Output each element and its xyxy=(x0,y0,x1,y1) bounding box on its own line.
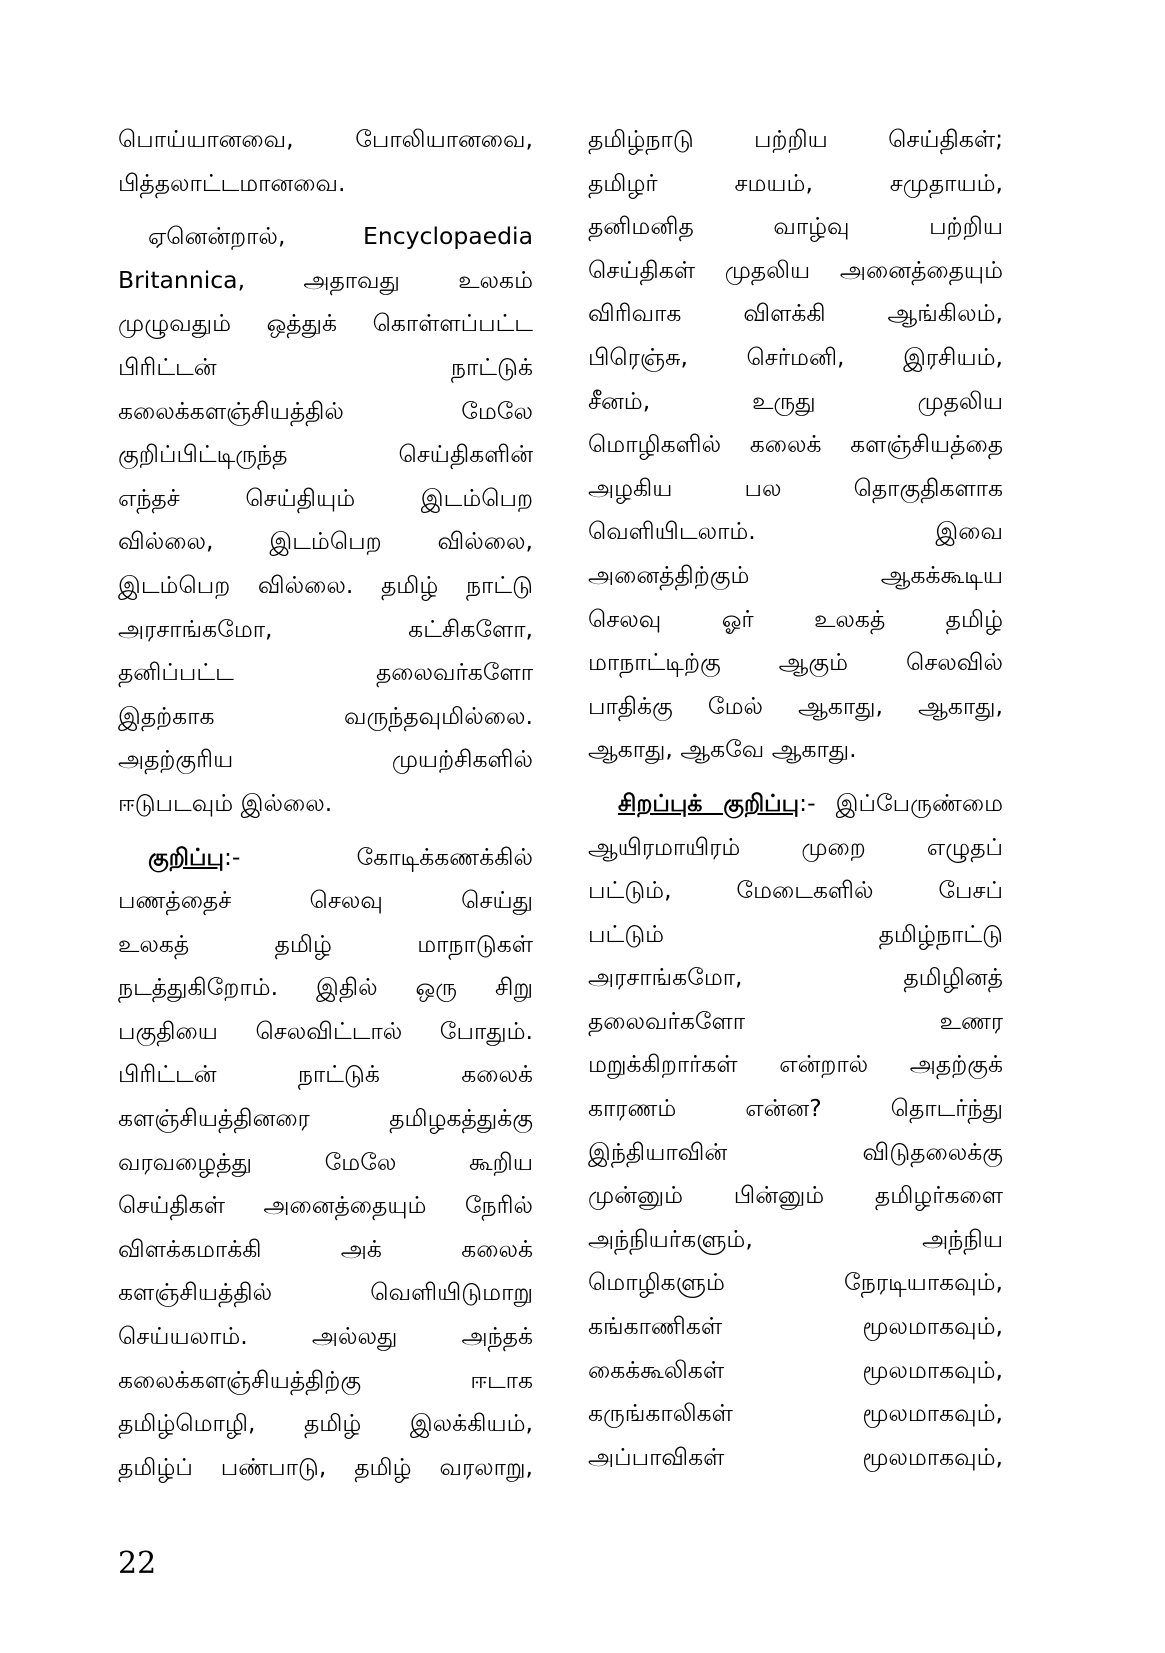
line-text: வில்லை, இடம்பெற வில்லை, xyxy=(118,527,533,556)
text-line xyxy=(588,685,1003,729)
text-line xyxy=(118,215,533,259)
text-line xyxy=(588,1436,1003,1480)
line-text: காரணம் என்ன? தொடர்ந்து xyxy=(588,1094,1003,1123)
line-text: தமிழ்மொழி, தமிழ் இலக்கியம், xyxy=(118,1409,533,1438)
line-text: இடம்பெற வில்லை. தமிழ் நாட்டு xyxy=(118,570,533,599)
text-line xyxy=(588,1261,1003,1305)
line-text: பிரெஞ்சு, செர்மனி, இரசியம், xyxy=(588,342,1003,371)
text-line xyxy=(588,467,1003,511)
text-line xyxy=(118,1402,533,1446)
line-text: கங்காணிகள் மூலமாகவும், xyxy=(588,1312,1003,1341)
text-line xyxy=(118,836,533,880)
text-line xyxy=(588,598,1003,642)
text-line xyxy=(118,118,533,162)
text-line xyxy=(118,1184,533,1228)
text-line xyxy=(118,738,533,782)
line-text: முன்னும் பின்னும் தமிழர்களை xyxy=(588,1181,1003,1210)
line-text: தமிழர் சமயம், சமுதாயம், xyxy=(588,168,1003,197)
text-line xyxy=(588,782,1003,826)
text-line xyxy=(588,510,1003,554)
line-text: மொழிகளில் கலைக் களஞ்சியத்தை xyxy=(588,430,1003,459)
text-line xyxy=(588,869,1003,913)
line-text: அதற்குரிய முயற்சிகளில் xyxy=(118,745,533,774)
line-text: மறுக்கிறார்கள் என்றால் அதற்குக் xyxy=(588,1050,1003,1079)
text-line xyxy=(118,302,533,346)
text-line xyxy=(118,923,533,967)
line-text: :- இப்பேருண்மை xyxy=(799,788,1003,817)
text-line xyxy=(118,520,533,564)
text-line xyxy=(588,956,1003,1000)
text-line xyxy=(118,651,533,695)
text-line xyxy=(588,1000,1003,1044)
text-line xyxy=(118,1097,533,1141)
line-text: எந்தச் செய்தியும் இடம்பெற xyxy=(118,483,533,512)
text-line xyxy=(118,259,533,303)
line-text: விளக்கமாக்கி அக் கலைக் xyxy=(118,1234,533,1263)
text-line xyxy=(118,390,533,434)
text-line xyxy=(588,162,1003,206)
line-text: Britannica, அதாவது உலகம் xyxy=(118,265,533,294)
text-line xyxy=(588,913,1003,957)
line-text: அரசாங்கமோ, தமிழினத் xyxy=(588,963,1003,992)
text-line xyxy=(588,728,1003,772)
paragraph-gap xyxy=(118,205,533,215)
text-line xyxy=(588,554,1003,598)
line-text: செலவு ஓர் உலகத் தமிழ் xyxy=(588,604,1003,633)
line-text: மாநாட்டிற்கு ஆகும் செலவில் xyxy=(588,648,1003,677)
line-text: பொய்யானவை, போலியானவை, xyxy=(118,125,533,153)
text-line xyxy=(588,1087,1003,1131)
left-text-column xyxy=(118,118,533,1489)
text-line xyxy=(588,1131,1003,1175)
text-line xyxy=(588,1392,1003,1436)
text-line xyxy=(118,477,533,521)
line-text: ஆகாது, ஆகவே ஆகாது. xyxy=(588,735,857,764)
text-line xyxy=(118,695,533,739)
text-line xyxy=(588,380,1003,424)
line-text: ஆயிரமாயிரம் முறை எழுதப் xyxy=(588,832,1003,861)
line-text: வெளியிடலாம். இவை xyxy=(588,517,1003,546)
line-text: முழுவதும் ஒத்துக் கொள்ளப்பட்ட xyxy=(118,309,533,338)
text-line xyxy=(588,336,1003,380)
text-line xyxy=(118,1053,533,1097)
text-line xyxy=(118,782,533,826)
text-line xyxy=(588,826,1003,870)
text-line xyxy=(118,1359,533,1403)
note-heading: சிறப்புக் குறிப்பு xyxy=(618,788,800,817)
line-text: கலைக்களஞ்சியத்தில் மேலே xyxy=(118,396,533,425)
line-text: அழகிய பல தொகுதிகளாக xyxy=(588,473,1003,502)
text-line xyxy=(588,249,1003,293)
line-text: இதற்காக வருந்தவுமில்லை. xyxy=(118,701,533,730)
line-text: வரவழைத்து மேலே கூறிய xyxy=(118,1147,533,1176)
line-text: :- கோடிக்கணக்கில் xyxy=(223,842,533,871)
line-text: பகுதியை செலவிட்டால் போதும். xyxy=(118,1016,533,1045)
note-heading: குறிப்பு xyxy=(148,842,224,871)
line-text: கருங்காலிகள் மூலமாகவும், xyxy=(588,1399,1003,1428)
text-line xyxy=(118,1271,533,1315)
text-line xyxy=(588,423,1003,467)
line-text: தமிழ்நாடு பற்றிய செய்திகள்; xyxy=(588,125,1003,153)
text-line xyxy=(588,1305,1003,1349)
text-line xyxy=(588,205,1003,249)
line-text: செய்யலாம். அல்லது அந்தக் xyxy=(118,1322,533,1351)
text-line xyxy=(588,641,1003,685)
line-text: தனிப்பட்ட தலைவர்களோ xyxy=(118,658,533,687)
line-text: பிரிட்டன் நாட்டுக் கலைக் xyxy=(118,1060,533,1089)
text-line xyxy=(118,162,533,206)
line-text: பட்டும் தமிழ்நாட்டு xyxy=(588,919,1003,948)
text-line xyxy=(118,1010,533,1054)
line-text: அனைத்திற்கும் ஆகக்கூடிய xyxy=(588,560,1003,589)
line-text: தமிழ்ப் பண்பாடு, தமிழ் வரலாறு, xyxy=(118,1452,533,1481)
line-text: அப்பாவிகள் மூலமாகவும், xyxy=(588,1442,1003,1471)
line-text: பாதிக்கு மேல் ஆகாது, ஆகாது, xyxy=(588,691,1003,720)
line-text: தனிமனித வாழ்வு பற்றிய xyxy=(588,212,1003,241)
line-text: செய்திகள் முதலிய அனைத்தையும் xyxy=(588,255,1003,284)
text-line xyxy=(588,1174,1003,1218)
page-number: 22 xyxy=(118,1546,157,1581)
text-line xyxy=(588,1043,1003,1087)
line-text: அரசாங்கமோ, கட்சிகளோ, xyxy=(118,614,533,643)
line-text: குறிப்பிட்டிருந்த செய்திகளின் xyxy=(118,440,533,469)
line-text: உலகத் தமிழ் மாநாடுகள் xyxy=(118,929,533,958)
paragraph-gap xyxy=(118,826,533,836)
text-line xyxy=(118,1315,533,1359)
line-text: பிரிட்டன் நாட்டுக் xyxy=(118,352,533,381)
text-line xyxy=(588,1349,1003,1393)
text-line xyxy=(118,879,533,923)
line-text: இந்தியாவின் விடுதலைக்கு xyxy=(588,1137,1003,1166)
line-text: சீனம், உருது முதலிய xyxy=(588,386,1003,415)
line-text: கைக்கூலிகள் மூலமாகவும், xyxy=(588,1355,1003,1384)
line-text: பித்தலாட்டமானவை. xyxy=(118,168,346,197)
text-line xyxy=(118,1446,533,1490)
text-line xyxy=(118,1228,533,1272)
line-text: அந்நியர்களும், அந்நிய xyxy=(588,1224,1003,1253)
text-line xyxy=(588,118,1003,162)
line-text: களஞ்சியத்தினரை தமிழகத்துக்கு xyxy=(118,1104,533,1133)
line-text: களஞ்சியத்தில் வெளியிடுமாறு xyxy=(118,1278,533,1307)
line-text: செய்திகள் அனைத்தையும் நேரில் xyxy=(118,1191,533,1220)
line-text: மொழிகளும் நேரடியாகவும், xyxy=(588,1268,1003,1297)
text-line xyxy=(588,1218,1003,1262)
text-line xyxy=(118,564,533,608)
line-text: பணத்தைச் செலவு செய்து xyxy=(118,886,533,915)
line-text: விரிவாக விளக்கி ஆங்கிலம், xyxy=(588,299,1003,328)
line-text: தலைவர்களோ உணர xyxy=(588,1006,1003,1035)
right-text-column xyxy=(588,118,1003,1479)
text-line xyxy=(118,433,533,477)
text-line xyxy=(118,966,533,1010)
text-line xyxy=(118,1141,533,1185)
text-line xyxy=(118,608,533,652)
line-text: ஈடுபடவும் இல்லை. xyxy=(118,788,333,817)
text-line xyxy=(588,292,1003,336)
line-text: ஏனென்றால், Encyclopaedia xyxy=(148,222,533,251)
line-text: நடத்துகிறோம். இதில் ஒரு சிறு xyxy=(118,973,533,1002)
line-text: பட்டும், மேடைகளில் பேசப் xyxy=(588,876,1003,905)
paragraph-gap xyxy=(588,772,1003,782)
line-text: கலைக்களஞ்சியத்திற்கு ஈடாக xyxy=(118,1365,533,1394)
text-line xyxy=(118,346,533,390)
